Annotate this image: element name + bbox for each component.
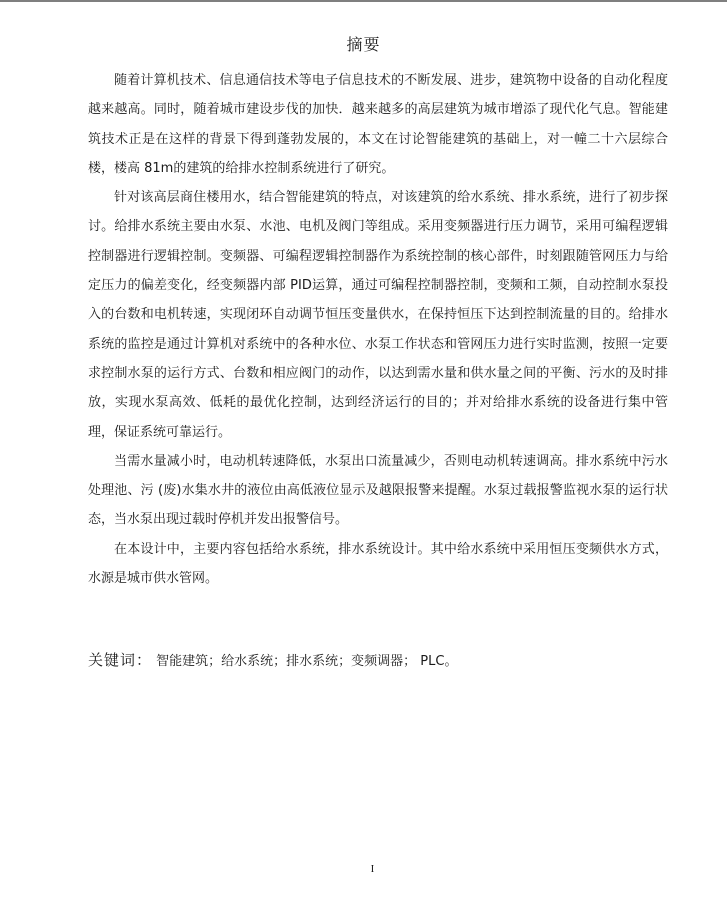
page-number: I bbox=[370, 863, 375, 875]
keywords-label: 关键词： bbox=[88, 651, 153, 669]
abstract-title: 摘要 bbox=[346, 35, 381, 54]
abstract-paragraph-4: 在本设计中，主要内容包括给水系统，排水系统设计。其中给水系统中采用恒压变频供水方式，水源是城市供水管网。 bbox=[88, 541, 668, 587]
abstract-body bbox=[88, 66, 668, 593]
abstract-paragraph-1: 随着计算机技术、信息通信技术等电子信息技术的不断发展、进步，建筑物中设备的自动化程度越来越高。同时，随着城市建设步伐的加快．越来越多的高层建筑为城市增添了现代化气息。智能建筑技术正是在这样的背景下得到蓬勃发展的，本文在讨论智能建筑的基础上，对一幢二十六层综合楼，楼高 81m的建筑的给排水控制系统进行了研究。 bbox=[88, 73, 668, 176]
abstract-paragraph-2: 针对该高层商住楼用水，结合智能建筑的特点，对该建筑的给水系统、排水系统，进行了初步探讨。给排水系统主要由水泵、水池、电机及阀门等组成。采用变频器进行压力调节，采用可编程逻辑控制器进行逻辑控制。变频器、可编程逻辑控制器作为系统控制的核心部件，时刻跟随管网压力与给定压力的偏差变化，经变频器内部 PID运算，通过可编程控制器控制，变频和工频，自动控制水泵投入的台数和电机转速，实现闭环自动调节恒压变量供水，在保持恒压下达到控制流量的目的。给排水系统的监控是通过计算机对系统中的各种水位、水泵工作状态和管网压力进行实时监测，按照一定要求控制水泵的运行方式、台数和相应阀门的动作，以达到需水量和供水量之间的平衡、污水的及时排放，实现水泵高效、低耗的最优化控制，达到经济运行的目的；并对给排水系统的设备进行集中管理，保证系统可靠运行。 bbox=[88, 190, 668, 440]
keywords-line bbox=[88, 648, 678, 674]
abstract-paragraph-3: 当需水量减小时，电动机转速降低，水泵出口流量减少，否则电动机转速调高。排水系统中污水处理池、污 (废)水集水井的液位由高低液位显示及越限报警来提醒。水泵过载报警监视水泵的运行状态，当水泵出现过载时停机并发出报警信号。 bbox=[88, 453, 668, 528]
keywords-items: 智能建筑；给水系统；排水系统；变频调器； PLC。 bbox=[156, 654, 458, 669]
